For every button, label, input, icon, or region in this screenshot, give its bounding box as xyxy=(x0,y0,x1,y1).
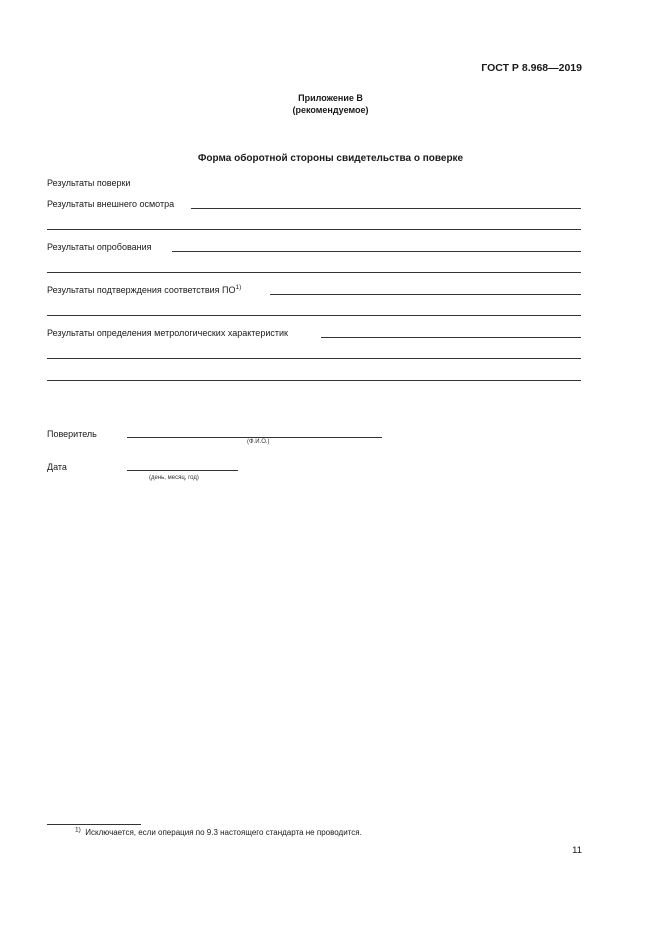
date-label: Дата xyxy=(47,462,67,472)
footnote-rule xyxy=(47,824,141,825)
footnote-mark: 1) xyxy=(75,826,81,834)
appendix-title: Приложение В xyxy=(298,93,363,103)
software-confirmation-label xyxy=(47,285,241,295)
standard-number: ГОСТ Р 8.968—2019 xyxy=(481,62,582,74)
appendix-subtitle: (рекомендуемое) xyxy=(292,105,369,115)
testing-line-2[interactable] xyxy=(47,272,581,273)
footnote-ref: 1) xyxy=(235,284,242,291)
page-number: 11 xyxy=(572,845,582,856)
metrology-line-3[interactable] xyxy=(47,380,581,381)
external-inspection-line[interactable] xyxy=(191,208,581,209)
verifier-signature-line[interactable] xyxy=(127,437,382,438)
form-title: Форма оборотной стороны свидетельства о поверке xyxy=(197,153,464,164)
testing-line[interactable] xyxy=(172,251,581,252)
date-line[interactable] xyxy=(127,470,238,471)
footnote xyxy=(75,828,362,837)
verifier-caption: (Ф.И.О.) xyxy=(247,439,270,445)
verifier-label: Поверитель xyxy=(47,429,97,439)
metrology-label: Результаты определения метрологических характеристик xyxy=(47,328,288,338)
external-inspection-line-2[interactable] xyxy=(47,229,581,230)
date-caption: (день, месяц, год) xyxy=(149,475,199,481)
footnote-text: Исключается, если операция по 9.3 настоящего стандарта не проводится. xyxy=(85,828,362,837)
metrology-line-2[interactable] xyxy=(47,358,581,359)
software-confirmation-text: Результаты подтверждения соответствия ПО xyxy=(47,285,236,295)
software-confirmation-line-2[interactable] xyxy=(47,315,581,316)
metrology-line[interactable] xyxy=(321,337,581,338)
results-heading: Результаты поверки xyxy=(47,178,131,188)
appendix-heading xyxy=(0,92,661,116)
software-confirmation-line[interactable] xyxy=(270,294,581,295)
testing-label: Результаты опробования xyxy=(47,242,152,252)
external-inspection-label: Результаты внешнего осмотра xyxy=(47,199,175,209)
